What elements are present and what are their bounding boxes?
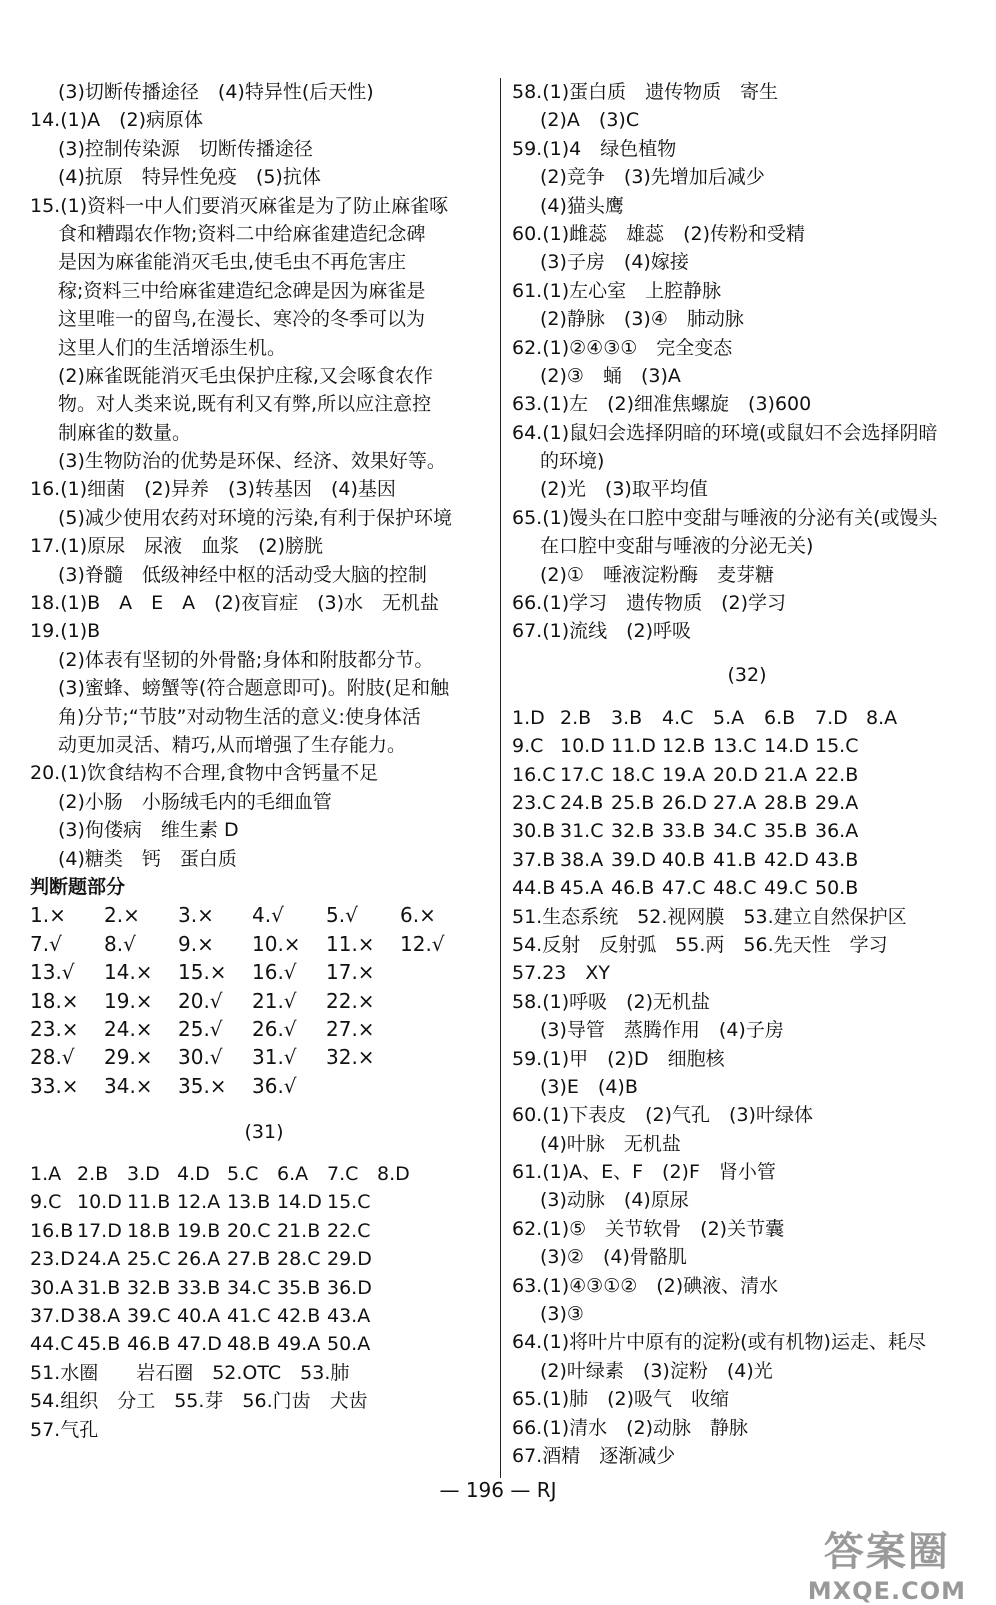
choice-answer: 41.B	[713, 848, 757, 871]
answer-line: (3)E (4)B	[540, 1075, 638, 1098]
choice-answer: 22.B	[815, 763, 859, 786]
answer-line: 的环境)	[540, 450, 605, 473]
choice-answer: 20.C	[227, 1219, 271, 1242]
choice-answer	[866, 874, 917, 902]
choice-answer: 26.A	[177, 1248, 221, 1271]
choice-answer: 29.D	[327, 1248, 372, 1271]
choice-answer: 28.C	[277, 1248, 321, 1271]
answer-line: (3)蜜蜂、螃蟹等(符合题意即可)。附肢(足和触	[58, 677, 450, 700]
choice-answer: 9.C	[30, 1191, 62, 1214]
answer-line: 19.(1)B	[30, 620, 101, 643]
answer-line: 食和糟蹋农作物;资料二中给麻雀建造纪念碑	[58, 222, 426, 245]
choice-answer	[377, 1302, 427, 1330]
choice-answer: 20.D	[713, 763, 758, 786]
answer-line: 这里唯一的留鸟,在漫长、寒冷的冬季可以为	[58, 308, 426, 331]
judgement-answer	[400, 1072, 474, 1100]
answer-line: 64.(1)将叶片中原有的淀粉(或有机物)运走、耗尽	[512, 1331, 926, 1354]
answer-line: (2)麻雀既能消灭毛虫保护庄稼,又会啄食农作	[58, 364, 433, 387]
choice-answer: 44.B	[512, 877, 556, 900]
choice-answer: 10.D	[77, 1191, 122, 1214]
judgement-answer: 7.√	[30, 931, 62, 956]
choice-answer: 12.A	[177, 1191, 221, 1214]
judgement-answer: 22.×	[326, 988, 375, 1013]
judgement-answer: 29.×	[104, 1045, 153, 1070]
choice-answer	[377, 1274, 427, 1302]
choice-answer: 12.B	[662, 735, 706, 758]
choice-answer: 35.B	[764, 820, 808, 843]
judgement-answer	[326, 1072, 400, 1100]
answer-line: (4)猫头鹰	[540, 194, 624, 217]
choice-answer: 23.D	[30, 1248, 75, 1271]
choice-answer: 2.B	[77, 1163, 109, 1186]
choice-answer: 7.D	[815, 706, 848, 729]
choice-answer: 45.A	[560, 877, 604, 900]
choice-answer: 37.D	[30, 1305, 75, 1328]
judgement-answer: 18.×	[30, 988, 79, 1013]
left-column	[30, 78, 498, 1444]
judgement-answer: 4.√	[252, 903, 284, 928]
choice-answer: 36.D	[327, 1276, 372, 1299]
answer-line: 15.(1)资料一中人们要消灭麻雀是为了防止麻雀啄	[30, 194, 449, 217]
answer-line: (2)A (3)C	[540, 109, 640, 132]
choice-answer: 11.D	[611, 735, 656, 758]
answer-line: 67.(1)流线 (2)呼吸	[512, 620, 692, 643]
judgement-answer: 14.×	[104, 960, 153, 985]
choice-answer: 8.D	[377, 1163, 410, 1186]
answer-line: 17.(1)原尿 尿液 血浆 (2)膀胱	[30, 535, 324, 558]
choice-answer: 49.A	[277, 1333, 321, 1356]
answer-line: 物。对人类来说,既有利又有弊,所以应注意控	[58, 393, 432, 416]
choice-answer: 41.C	[227, 1305, 271, 1328]
judgement-answer	[400, 987, 474, 1015]
choice-answer: 17.C	[560, 763, 604, 786]
choice-answer: 16.C	[512, 763, 556, 786]
answer-line: 60.(1)雌蕊 雄蕊 (2)传粉和受精	[512, 222, 806, 245]
choice-answer: 14.D	[764, 735, 809, 758]
judgement-answer: 9.×	[178, 931, 214, 956]
choice-answer: 39.D	[611, 848, 656, 871]
right-answer-lines	[512, 78, 982, 646]
judgement-answer: 32.×	[326, 1045, 375, 1070]
judgement-answer	[400, 1043, 474, 1071]
answer-line: (2)③ 蛹 (3)A	[540, 364, 681, 387]
judgement-answer: 24.×	[104, 1016, 153, 1041]
choice-answer: 17.D	[77, 1219, 122, 1242]
right-column	[512, 78, 982, 1470]
answer-line: (3)子房 (4)嫁接	[540, 251, 689, 274]
choice-answer	[866, 817, 917, 845]
choice-answer: 6.A	[277, 1163, 309, 1186]
choice-answer: 46.B	[611, 877, 655, 900]
answer-line: (3)控制传染源 切断传播途径	[58, 137, 313, 160]
answer-line: 65.(1)馒头在口腔中变甜与唾液的分泌有关(或馒头	[512, 506, 938, 529]
answer-line: 在口腔中变甜与唾液的分泌无关)	[540, 535, 814, 558]
answer-line: 稼;资料三中给麻雀建造纪念碑是因为麻雀是	[58, 279, 426, 302]
answer-line: 64.(1)鼠妇会选择阴暗的环境(或鼠妇不会选择阴暗	[512, 421, 938, 444]
choice-answer: 44.C	[30, 1333, 74, 1356]
judgement-answer: 15.×	[178, 960, 227, 985]
judgement-answer: 23.×	[30, 1016, 79, 1041]
choice-answer: 45.B	[77, 1333, 121, 1356]
choice-answer: 27.B	[227, 1248, 271, 1271]
choice-answer: 33.B	[662, 820, 706, 843]
column-divider	[500, 78, 501, 1478]
answer-line: (4)抗原 特异性免疫 (5)抗体	[58, 166, 321, 189]
choice-answer: 42.B	[277, 1305, 321, 1328]
choice-answer: 19.B	[177, 1219, 221, 1242]
page-number-footer: — 196 — RJ	[439, 1478, 557, 1502]
judgement-answer: 17.×	[326, 960, 375, 985]
answer-line: 58.(1)蛋白质 遗传物质 寄生	[512, 81, 779, 103]
section-31-choice-grid	[30, 1160, 498, 1359]
choice-answer: 50.B	[815, 877, 859, 900]
choice-answer	[377, 1188, 427, 1216]
choice-answer: 37.B	[512, 848, 556, 871]
choice-answer: 14.D	[277, 1191, 322, 1214]
watermark-logo	[808, 1520, 966, 1605]
judgement-answer: 10.×	[252, 931, 301, 956]
answer-line: 角)分节;“节肢”对动物生活的意义:使身体活	[58, 705, 421, 728]
answer-line: 54.反射 反射弧 55.两 56.先天性 学习	[512, 933, 888, 956]
answer-line: 57.23 XY	[512, 962, 611, 985]
choice-answer: 9.C	[512, 735, 544, 758]
choice-answer: 49.C	[764, 877, 808, 900]
choice-answer: 7.C	[327, 1163, 359, 1186]
answer-line: 59.(1)4 绿色植物	[512, 137, 677, 160]
choice-answer: 40.B	[662, 848, 706, 871]
choice-answer: 38.A	[77, 1305, 121, 1328]
choice-answer: 40.A	[177, 1305, 221, 1328]
answer-line: 54.组织 分工 55.芽 56.门齿 犬齿	[30, 1390, 368, 1413]
answer-line: 65.(1)肺 (2)吸气 收缩	[512, 1388, 730, 1411]
answer-line: (5)减少使用农药对环境的污染,有利于保护环境	[58, 506, 452, 529]
choice-answer: 24.B	[560, 791, 604, 814]
choice-answer	[866, 846, 917, 874]
choice-answer: 29.A	[815, 791, 859, 814]
choice-answer: 19.A	[662, 763, 706, 786]
choice-answer	[377, 1217, 427, 1245]
section-32-choice-grid	[512, 704, 982, 903]
answer-line: (2)叶绿素 (3)淀粉 (4)光	[540, 1359, 773, 1382]
choice-answer: 21.B	[277, 1219, 321, 1242]
judgement-answer: 34.×	[104, 1073, 153, 1098]
choice-answer: 13.C	[713, 735, 757, 758]
choice-answer: 43.A	[327, 1305, 371, 1328]
choice-answer: 46.B	[127, 1333, 171, 1356]
answer-line: 制麻雀的数量。	[58, 421, 192, 444]
answer-line: 58.(1)呼吸 (2)无机盐	[512, 990, 711, 1013]
answer-line: 18.(1)B A E A (2)夜盲症 (3)水 无机盐	[30, 592, 439, 615]
answer-line: 16.(1)细菌 (2)异养 (3)转基因 (4)基因	[30, 478, 396, 501]
judgement-answer: 6.×	[400, 903, 436, 928]
section-32-heading: (32)	[727, 663, 767, 686]
choice-answer: 30.A	[30, 1276, 74, 1299]
answer-line: 66.(1)学习 遗传物质 (2)学习	[512, 592, 787, 615]
choice-answer: 39.C	[127, 1305, 171, 1328]
judgement-answer: 11.×	[326, 931, 375, 956]
choice-answer: 47.D	[177, 1333, 222, 1356]
section-31-fill-answers	[30, 1359, 498, 1444]
answer-line: 51.生态系统 52.视网膜 53.建立自然保护区	[512, 905, 907, 928]
answer-line: (3)切断传播途径 (4)特异性(后天性)	[58, 81, 374, 103]
judgement-answer: 36.√	[252, 1073, 297, 1098]
answer-line: 60.(1)下表皮 (2)气孔 (3)叶绿体	[512, 1104, 813, 1127]
answer-line: (3)导管 蒸腾作用 (4)子房	[540, 1019, 784, 1042]
judgement-answer: 25.√	[178, 1016, 223, 1041]
choice-answer: 28.B	[764, 791, 808, 814]
choice-answer: 18.C	[611, 763, 655, 786]
choice-answer: 4.D	[177, 1163, 210, 1186]
judgement-answer: 13.√	[30, 960, 75, 985]
judgement-answer: 28.√	[30, 1045, 75, 1070]
answer-line: 20.(1)饮食结构不合理,食物中含钙量不足	[30, 762, 379, 785]
choice-answer: 8.A	[866, 706, 898, 729]
answer-line: 判断题部分	[30, 875, 126, 898]
answer-line: (2)小肠 小肠绒毛内的毛细血管	[58, 790, 332, 813]
choice-answer: 1.A	[30, 1163, 62, 1186]
judgement-answer: 33.×	[30, 1073, 79, 1098]
choice-answer: 6.B	[764, 706, 796, 729]
choice-answer: 10.D	[560, 735, 605, 758]
judgement-answers-grid	[30, 901, 498, 1100]
choice-answer: 3.B	[611, 706, 643, 729]
choice-answer: 36.A	[815, 820, 859, 843]
judgement-answer	[400, 958, 474, 986]
answer-line: (2)光 (3)取平均值	[540, 478, 708, 501]
choice-answer: 23.C	[512, 791, 556, 814]
choice-answer: 15.C	[815, 735, 859, 758]
answer-line: (4)叶脉 无机盐	[540, 1132, 681, 1155]
choice-answer: 22.C	[327, 1219, 371, 1242]
answer-line: 这里人们的生活增添生机。	[58, 336, 287, 359]
choice-answer: 4.C	[662, 706, 694, 729]
choice-answer: 48.B	[227, 1333, 271, 1356]
judgement-answer: 19.×	[104, 988, 153, 1013]
choice-answer: 1.D	[512, 706, 545, 729]
answer-line: 62.(1)⑤ 关节软骨 (2)关节囊	[512, 1217, 785, 1240]
judgement-answer: 12.√	[400, 931, 445, 956]
answer-line: 61.(1)左心室 上腔静脉	[512, 279, 722, 302]
choice-answer: 3.D	[127, 1163, 160, 1186]
watermark-url: MXQE.COM	[807, 1577, 966, 1605]
answer-line: (3)脊髓 低级神经中枢的活动受大脑的控制	[58, 563, 427, 586]
answer-line: 66.(1)清水 (2)动脉 静脉	[512, 1416, 749, 1439]
choice-answer	[866, 761, 917, 789]
choice-answer: 43.B	[815, 848, 859, 871]
answer-line: (2)静脉 (3)④ 肺动脉	[540, 308, 744, 331]
judgement-answer: 26.√	[252, 1016, 297, 1041]
answer-line: (4)糖类 钙 蛋白质	[58, 847, 237, 870]
choice-answer: 34.C	[713, 820, 757, 843]
choice-answer: 50.A	[327, 1333, 371, 1356]
answer-line: 51.水圈 岩石圈 52.OTC 53.肺	[30, 1361, 350, 1384]
choice-answer: 34.C	[227, 1276, 271, 1299]
answer-line: (3)③	[540, 1303, 584, 1326]
judgement-answer: 31.√	[252, 1045, 297, 1070]
answer-line: (3)佝偻病 维生素 D	[58, 819, 239, 842]
judgement-answer: 2.×	[104, 903, 140, 928]
judgement-answer	[400, 1015, 474, 1043]
choice-answer: 26.D	[662, 791, 707, 814]
answer-line: 是因为麻雀能消灭毛虫,使毛虫不再危害庄	[58, 251, 407, 274]
judgement-answer: 30.√	[178, 1045, 223, 1070]
choice-answer	[377, 1245, 427, 1273]
answer-line: 63.(1)左 (2)细准焦螺旋 (3)600	[512, 393, 812, 416]
answer-line: 动更加灵活、精巧,从而增强了生存能力。	[58, 733, 407, 756]
choice-answer: 38.A	[560, 848, 604, 871]
choice-answer: 25.C	[127, 1248, 171, 1271]
judgement-answer: 35.×	[178, 1073, 227, 1098]
answer-line: (2)① 唾液淀粉酶 麦芽糖	[540, 563, 774, 586]
choice-answer: 15.C	[327, 1191, 371, 1214]
choice-answer: 11.B	[127, 1191, 171, 1214]
choice-answer: 2.B	[560, 706, 592, 729]
answer-line: 61.(1)A、E、F (2)F 肾小管	[512, 1161, 776, 1184]
judgement-answer: 27.×	[326, 1016, 375, 1041]
answer-line: (3)动脉 (4)原尿	[540, 1189, 689, 1212]
judgement-answer: 20.√	[178, 988, 223, 1013]
choice-answer: 13.B	[227, 1191, 271, 1214]
answer-line: 63.(1)④③①② (2)碘液、清水	[512, 1274, 779, 1297]
answer-line: (3)② (4)骨骼肌	[540, 1246, 687, 1269]
choice-answer: 32.B	[611, 820, 655, 843]
section-31-heading: (31)	[244, 1121, 284, 1144]
answer-line: (3)生物防治的优势是环保、经济、效果好等。	[58, 450, 446, 473]
watermark-logo-text: 答案圈	[823, 1529, 950, 1575]
choice-answer: 31.B	[77, 1276, 121, 1299]
choice-answer: 30.B	[512, 820, 556, 843]
choice-answer	[377, 1330, 427, 1358]
choice-answer: 31.C	[560, 820, 604, 843]
answer-line: 14.(1)A (2)病原体	[30, 109, 204, 132]
answer-line: 57.气孔	[30, 1418, 99, 1441]
choice-answer: 18.B	[127, 1219, 171, 1242]
choice-answer: 21.A	[764, 763, 808, 786]
judgement-answer: 21.√	[252, 988, 297, 1013]
answer-line: 67.酒精 逐渐减少	[512, 1444, 676, 1467]
choice-answer: 5.C	[227, 1163, 259, 1186]
choice-answer: 24.A	[77, 1248, 121, 1271]
answer-line: 59.(1)甲 (2)D 细胞核	[512, 1047, 725, 1070]
judgement-answer: 16.√	[252, 960, 297, 985]
answer-line: (2)体表有坚韧的外骨骼;身体和附肢都分节。	[58, 648, 434, 671]
choice-answer: 35.B	[277, 1276, 321, 1299]
judgement-answer: 1.×	[30, 903, 66, 928]
judgement-answer: 8.√	[104, 931, 136, 956]
answer-line: (2)竞争 (3)先增加后减少	[540, 166, 765, 189]
choice-answer	[866, 789, 917, 817]
choice-answer: 47.C	[662, 877, 706, 900]
choice-answer: 42.D	[764, 848, 809, 871]
choice-answer: 27.A	[713, 791, 757, 814]
choice-answer: 16.B	[30, 1219, 74, 1242]
choice-answer: 5.A	[713, 706, 745, 729]
choice-answer: 33.B	[177, 1276, 221, 1299]
answer-line: 62.(1)②④③① 完全变态	[512, 336, 733, 359]
judgement-answer: 5.√	[326, 903, 358, 928]
choice-answer: 32.B	[127, 1276, 171, 1299]
left-answer-lines	[30, 78, 498, 901]
section-32-fill-answers	[512, 903, 982, 1471]
choice-answer: 48.C	[713, 877, 757, 900]
judgement-answer: 3.×	[178, 903, 214, 928]
choice-answer	[866, 732, 917, 760]
choice-answer: 25.B	[611, 791, 655, 814]
